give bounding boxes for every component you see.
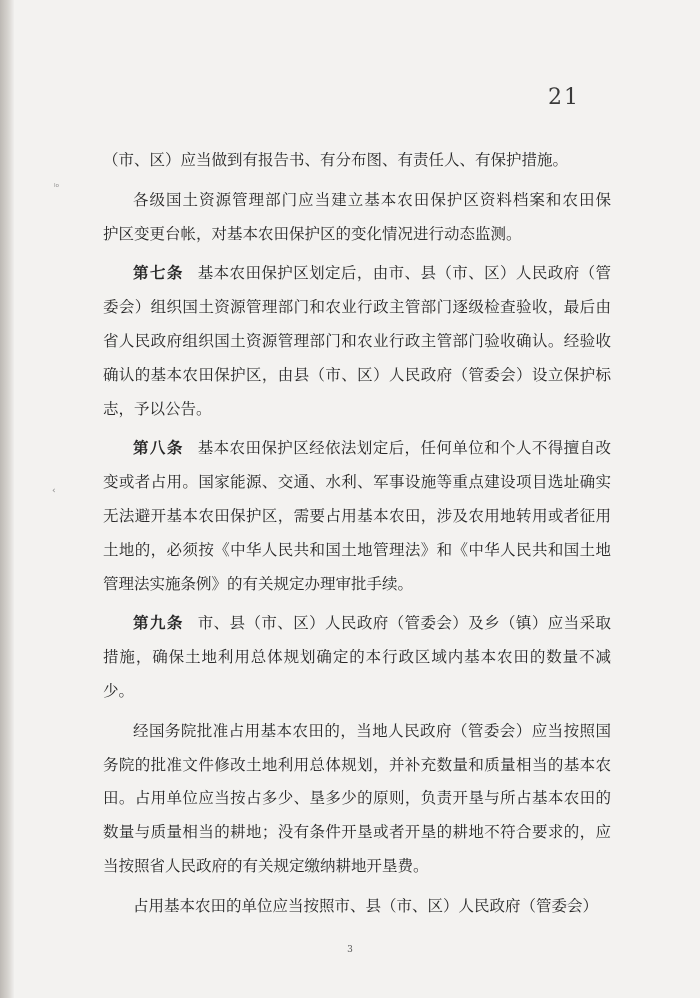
- page-number: 3: [347, 945, 353, 955]
- text-line: [103, 534, 611, 568]
- paragraph: [103, 144, 611, 178]
- line-text: 经国务院批准占用基本农田的，当地人民政府（管委会）应当按照国: [133, 721, 611, 740]
- line-text: 各级国土资源管理部门应当建立基本农田保护区资料档案和农田保: [133, 190, 611, 209]
- binding-edge: [0, 0, 14, 998]
- line-text: 占用基本农田的单位应当按照市、县（市、区）人民政府（管委会）: [133, 896, 599, 915]
- text-line: [103, 393, 611, 427]
- text-line: [103, 782, 611, 816]
- text-line: [103, 466, 611, 500]
- text-line: [103, 890, 611, 924]
- line-text: 确认的基本农田保护区，由县（市、区）人民政府（管委会）设立保护标: [103, 365, 611, 384]
- line-text: 省人民政府组织国土资源管理部门和农业行政主管部门验收确认。经验收: [103, 331, 611, 350]
- paragraph: [103, 890, 611, 924]
- line-text: （市、区）应当做到有报告书、有分布图、有责任人、有保护措施。: [103, 151, 569, 169]
- line-text: 数量与质量相当的耕地；没有条件开垦或者开垦的耕地不符合要求的，应: [103, 823, 611, 842]
- text-line: [103, 641, 611, 675]
- line-text: 基本农田保护区划定后，由市、县（市、区）人民政府（管: [197, 264, 611, 283]
- line-text: 当按照省人民政府的有关规定缴纳耕地开垦费。: [103, 856, 429, 875]
- line-text: 委会）组织国土资源管理部门和农业行政主管部门逐级检查验收，最后由: [103, 298, 611, 317]
- text-line: [103, 850, 611, 884]
- text-line: [103, 749, 611, 783]
- text-line: [103, 500, 611, 534]
- paragraph: [103, 715, 611, 884]
- text-line: [103, 816, 611, 850]
- line-text: 无法避开基本农田保护区，需要占用基本农田，涉及农用地转用或者征用: [103, 506, 611, 525]
- line-text: 措施，确保土地利用总体规划确定的本行政区域内基本农田的数量不减: [103, 648, 611, 667]
- paragraph: [103, 257, 611, 426]
- paragraph: [103, 184, 611, 252]
- text-line: [103, 432, 611, 466]
- corner-page-mark: 21: [548, 85, 580, 110]
- text-line: [103, 291, 611, 325]
- line-text: 志，予以公告。: [103, 399, 212, 418]
- article-label: 第七条: [133, 264, 184, 283]
- text-line: [103, 359, 611, 393]
- paragraph: [103, 432, 611, 601]
- text-line: [103, 675, 611, 709]
- binding-mark: ‹: [52, 486, 56, 496]
- text-line: [103, 257, 611, 291]
- text-line: [103, 607, 611, 641]
- text-line: [103, 715, 611, 749]
- line-text: 护区变更台帐，对基本农田保护区的变化情况进行动态监测。: [103, 224, 522, 243]
- line-text: 务院的批准文件修改土地利用总体规划，并补充数量和质量相当的基本农: [103, 755, 611, 774]
- text-line: [103, 568, 611, 602]
- text-line: [103, 184, 611, 218]
- text-line: [103, 144, 611, 178]
- line-text: 土地的，必须按《中华人民共和国土地管理法》和《中华人民共和国土地: [103, 540, 611, 559]
- line-text: 管理法实施条例》的有关规定办理审批手续。: [103, 574, 414, 593]
- text-line: [103, 325, 611, 359]
- text-line: [103, 218, 611, 252]
- binding-mark: ₗₒ: [54, 180, 60, 190]
- article-label: 第九条: [133, 614, 184, 633]
- document-body: [103, 144, 611, 924]
- paragraph: [103, 607, 611, 708]
- article-label: 第八条: [133, 439, 184, 458]
- line-text: 基本农田保护区经依法划定后，任何单位和个人不得擅自改: [197, 439, 611, 458]
- line-text: 少。: [103, 681, 135, 700]
- line-text: 田。占用单位应当按占多少、垦多少的原则，负责开垦与所占基本农田的: [103, 789, 611, 808]
- line-text: 变或者占用。国家能源、交通、水利、军事设施等重点建设项目选址确实: [103, 473, 611, 492]
- line-text: 市、县（市、区）人民政府（管委会）及乡（镇）应当采取: [197, 614, 611, 633]
